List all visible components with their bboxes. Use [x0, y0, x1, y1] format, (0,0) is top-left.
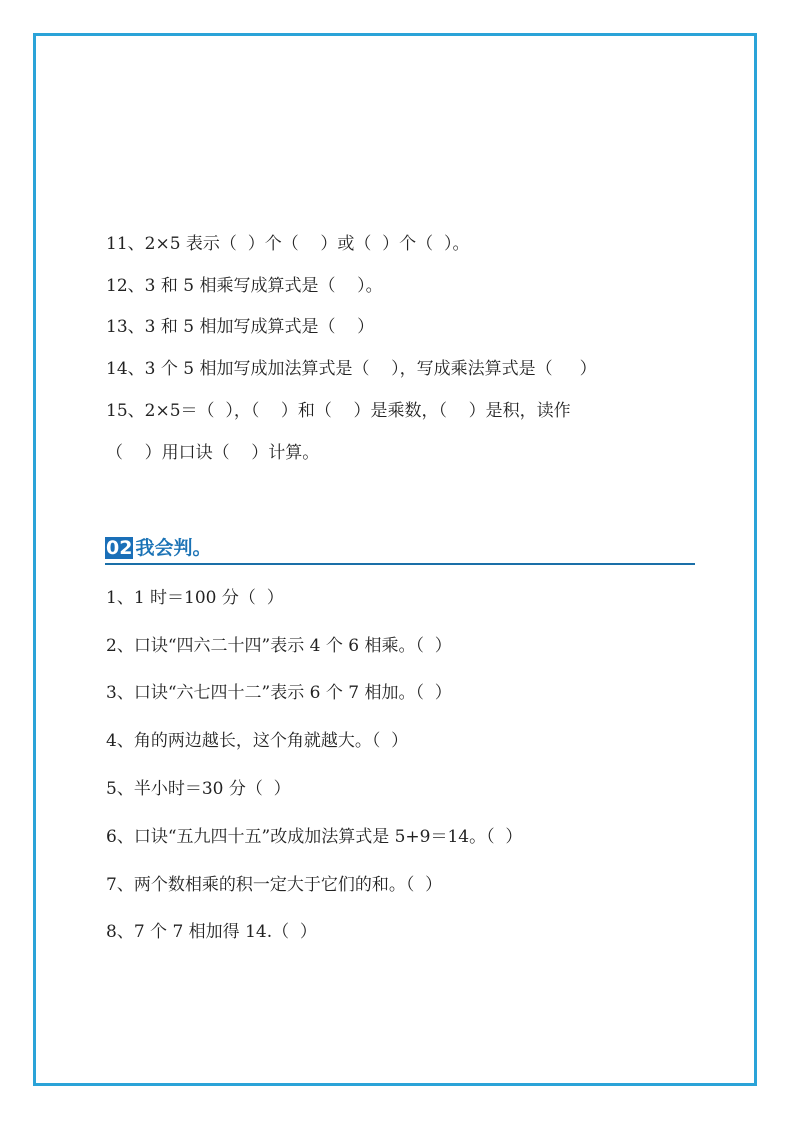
question-15: 15、2×5＝（ ），（ ）和（ ）是乘数，（ ）是积，读作: [106, 401, 571, 421]
judgment-1: 1、1 时＝100 分（ ）: [106, 588, 284, 608]
judgment-7: 7、两个数相乘的积一定大于它们的和。（ ）: [106, 875, 443, 895]
section-divider: [105, 563, 695, 565]
question-15-cont: （ ）用口诀（ ）计算。: [106, 443, 320, 463]
judgment-6: 6、口诀“五九四十五”改成加法算式是 5+9＝14。（ ）: [106, 827, 523, 847]
section-heading: [105, 533, 211, 560]
judgment-4: 4、角的两边越长，这个角就越大。（ ）: [106, 731, 409, 751]
section-number-badge: 02: [106, 537, 133, 559]
judgment-5: 5、半小时＝30 分（ ）: [106, 779, 291, 799]
judgment-3: 3、口诀“六七四十二”表示 6 个 7 相加。（ ）: [106, 683, 452, 703]
question-13: 13、3 和 5 相加写成算式是（ ）: [106, 317, 375, 337]
question-12: 12、3 和 5 相乘写成算式是（ ）。: [106, 276, 383, 296]
question-11: 11、2×5 表示（ ）个（ ）或（ ）个（ ）。: [106, 234, 470, 254]
question-14: 14、3 个 5 相加写成加法算式是（ ），写成乘法算式是（ ）: [106, 359, 597, 379]
judgment-8: 8、7 个 7 相加得 14.（ ）: [106, 922, 317, 942]
judgment-2: 2、口诀“四六二十四”表示 4 个 6 相乘。（ ）: [106, 636, 452, 656]
section-title: 我会判。: [135, 537, 212, 559]
